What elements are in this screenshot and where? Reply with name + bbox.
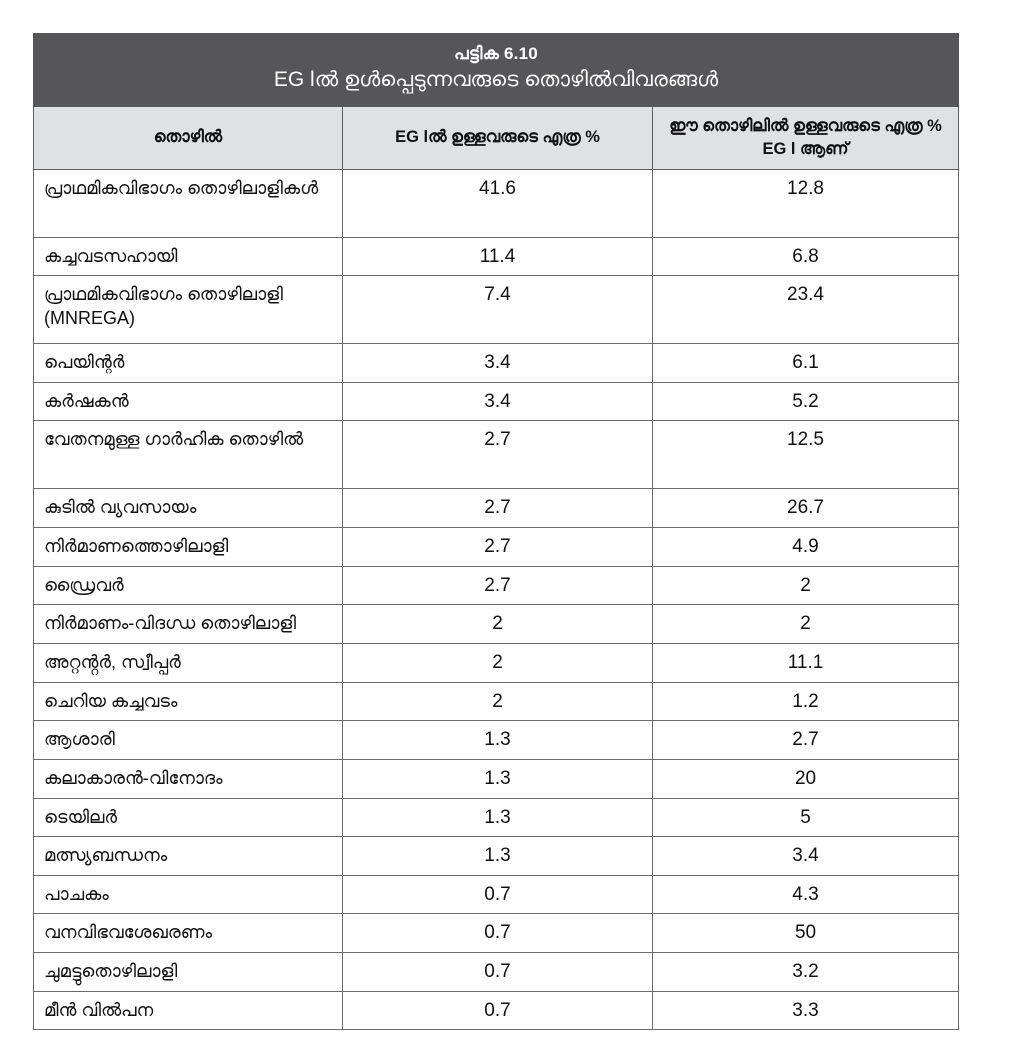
cell-occupation: പ്രാഥമികവിഭാഗം തൊഴിലാളി (MNREGA) bbox=[34, 276, 343, 344]
cell-share-of-occupation-in-eg: 5.2 bbox=[653, 382, 959, 421]
column-header-row-group bbox=[34, 106, 959, 169]
cell-share-in-eg: 2.7 bbox=[343, 489, 653, 528]
cell-share-in-eg: 7.4 bbox=[343, 276, 653, 344]
column-header-row bbox=[34, 106, 959, 169]
cell-share-of-occupation-in-eg: 2 bbox=[653, 566, 959, 605]
cell-occupation: കച്ചവടസഹായി bbox=[34, 237, 343, 276]
cell-share-of-occupation-in-eg: 26.7 bbox=[653, 489, 959, 528]
table-title-row bbox=[34, 34, 959, 107]
table-row bbox=[34, 489, 959, 528]
cell-occupation: ചുമട്ടുതൊഴിലാളി bbox=[34, 953, 343, 992]
column-header-share-of-occupation-in-eg: ഈ തൊഴിലിൽ ഉള്ളവരുടെ എത്ര % EG l ആണ് bbox=[653, 106, 959, 169]
cell-share-of-occupation-in-eg: 3.4 bbox=[653, 837, 959, 876]
cell-share-of-occupation-in-eg: 2 bbox=[653, 605, 959, 644]
table-body bbox=[34, 169, 959, 1030]
cell-occupation: കുടിൽ വ്യവസായം bbox=[34, 489, 343, 528]
table-row bbox=[34, 276, 959, 344]
cell-share-of-occupation-in-eg: 50 bbox=[653, 914, 959, 953]
cell-share-of-occupation-in-eg: 2.7 bbox=[653, 721, 959, 760]
cell-occupation: മത്സ്യബന്ധനം bbox=[34, 837, 343, 876]
cell-share-in-eg: 11.4 bbox=[343, 237, 653, 276]
cell-share-in-eg: 0.7 bbox=[343, 953, 653, 992]
cell-share-in-eg: 2.7 bbox=[343, 566, 653, 605]
column-header-occupation: തൊഴിൽ bbox=[34, 106, 343, 169]
table-row bbox=[34, 605, 959, 644]
cell-occupation: പെയിന്റർ bbox=[34, 344, 343, 383]
cell-share-of-occupation-in-eg: 5 bbox=[653, 798, 959, 837]
cell-share-in-eg: 2 bbox=[343, 682, 653, 721]
cell-occupation: വേതനമുള്ള ഗാർഹിക തൊഴിൽ bbox=[34, 421, 343, 489]
cell-share-in-eg: 0.7 bbox=[343, 991, 653, 1030]
cell-occupation: പ്രാഥമികവിഭാഗം തൊഴിലാളികൾ bbox=[34, 169, 343, 237]
table-row bbox=[34, 421, 959, 489]
cell-occupation: കലാകാരൻ-വിനോദം bbox=[34, 759, 343, 798]
cell-occupation: അറ്റൻ്റർ, സ്വീപ്പർ bbox=[34, 643, 343, 682]
table-row bbox=[34, 759, 959, 798]
cell-share-in-eg: 2.7 bbox=[343, 421, 653, 489]
table-row bbox=[34, 169, 959, 237]
cell-share-in-eg: 0.7 bbox=[343, 914, 653, 953]
table-number: പട്ടിക 6.10 bbox=[454, 44, 538, 63]
table-row bbox=[34, 237, 959, 276]
table-title-cell bbox=[34, 34, 959, 107]
cell-occupation: ടെയിലർ bbox=[34, 798, 343, 837]
cell-share-in-eg: 3.4 bbox=[343, 382, 653, 421]
cell-share-of-occupation-in-eg: 11.1 bbox=[653, 643, 959, 682]
cell-share-of-occupation-in-eg: 4.3 bbox=[653, 875, 959, 914]
cell-share-in-eg: 0.7 bbox=[343, 875, 653, 914]
cell-share-of-occupation-in-eg: 23.4 bbox=[653, 276, 959, 344]
cell-share-in-eg: 2 bbox=[343, 605, 653, 644]
cell-share-of-occupation-in-eg: 3.3 bbox=[653, 991, 959, 1030]
cell-share-of-occupation-in-eg: 6.1 bbox=[653, 344, 959, 383]
cell-occupation: നിർമാണം-വിദഗ്ധ തൊഴിലാളി bbox=[34, 605, 343, 644]
cell-occupation: വനവിഭവശേഖരണം bbox=[34, 914, 343, 953]
cell-share-in-eg: 1.3 bbox=[343, 837, 653, 876]
table-row bbox=[34, 682, 959, 721]
cell-share-of-occupation-in-eg: 3.2 bbox=[653, 953, 959, 992]
table-head bbox=[34, 34, 959, 107]
table-row bbox=[34, 643, 959, 682]
table-subtitle: EG lൽ ഉൾപ്പെടുന്നവരുടെ തൊഴിൽവിവരങ്ങൾ bbox=[273, 68, 719, 92]
cell-occupation: ആശാരി bbox=[34, 721, 343, 760]
table-row bbox=[34, 566, 959, 605]
table-row bbox=[34, 528, 959, 567]
cell-share-in-eg: 41.6 bbox=[343, 169, 653, 237]
table-row bbox=[34, 837, 959, 876]
table-row bbox=[34, 875, 959, 914]
cell-share-in-eg: 2 bbox=[343, 643, 653, 682]
cell-share-of-occupation-in-eg: 12.8 bbox=[653, 169, 959, 237]
cell-occupation: ചെറിയ കച്ചവടം bbox=[34, 682, 343, 721]
cell-share-of-occupation-in-eg: 1.2 bbox=[653, 682, 959, 721]
cell-share-of-occupation-in-eg: 6.8 bbox=[653, 237, 959, 276]
cell-occupation: നിർമാണത്തൊഴിലാളി bbox=[34, 528, 343, 567]
cell-occupation: പാചകം bbox=[34, 875, 343, 914]
cell-share-in-eg: 3.4 bbox=[343, 344, 653, 383]
table-row bbox=[34, 798, 959, 837]
cell-share-in-eg: 1.3 bbox=[343, 759, 653, 798]
table-row bbox=[34, 721, 959, 760]
table-row bbox=[34, 991, 959, 1030]
table-row bbox=[34, 382, 959, 421]
cell-share-in-eg: 1.3 bbox=[343, 798, 653, 837]
cell-occupation: ഡ്രൈവർ bbox=[34, 566, 343, 605]
cell-share-of-occupation-in-eg: 20 bbox=[653, 759, 959, 798]
occupation-statistics-table bbox=[33, 33, 959, 1030]
cell-share-in-eg: 1.3 bbox=[343, 721, 653, 760]
column-header-share-in-eg: EG lൽ ഉള്ളവരുടെ എത്ര % bbox=[343, 106, 653, 169]
cell-share-of-occupation-in-eg: 4.9 bbox=[653, 528, 959, 567]
cell-occupation: കർഷകൻ bbox=[34, 382, 343, 421]
cell-share-in-eg: 2.7 bbox=[343, 528, 653, 567]
table-container bbox=[33, 33, 958, 1030]
table-row bbox=[34, 914, 959, 953]
table-row bbox=[34, 344, 959, 383]
table-row bbox=[34, 953, 959, 992]
cell-occupation: മീൻ വിൽപന bbox=[34, 991, 343, 1030]
cell-share-of-occupation-in-eg: 12.5 bbox=[653, 421, 959, 489]
